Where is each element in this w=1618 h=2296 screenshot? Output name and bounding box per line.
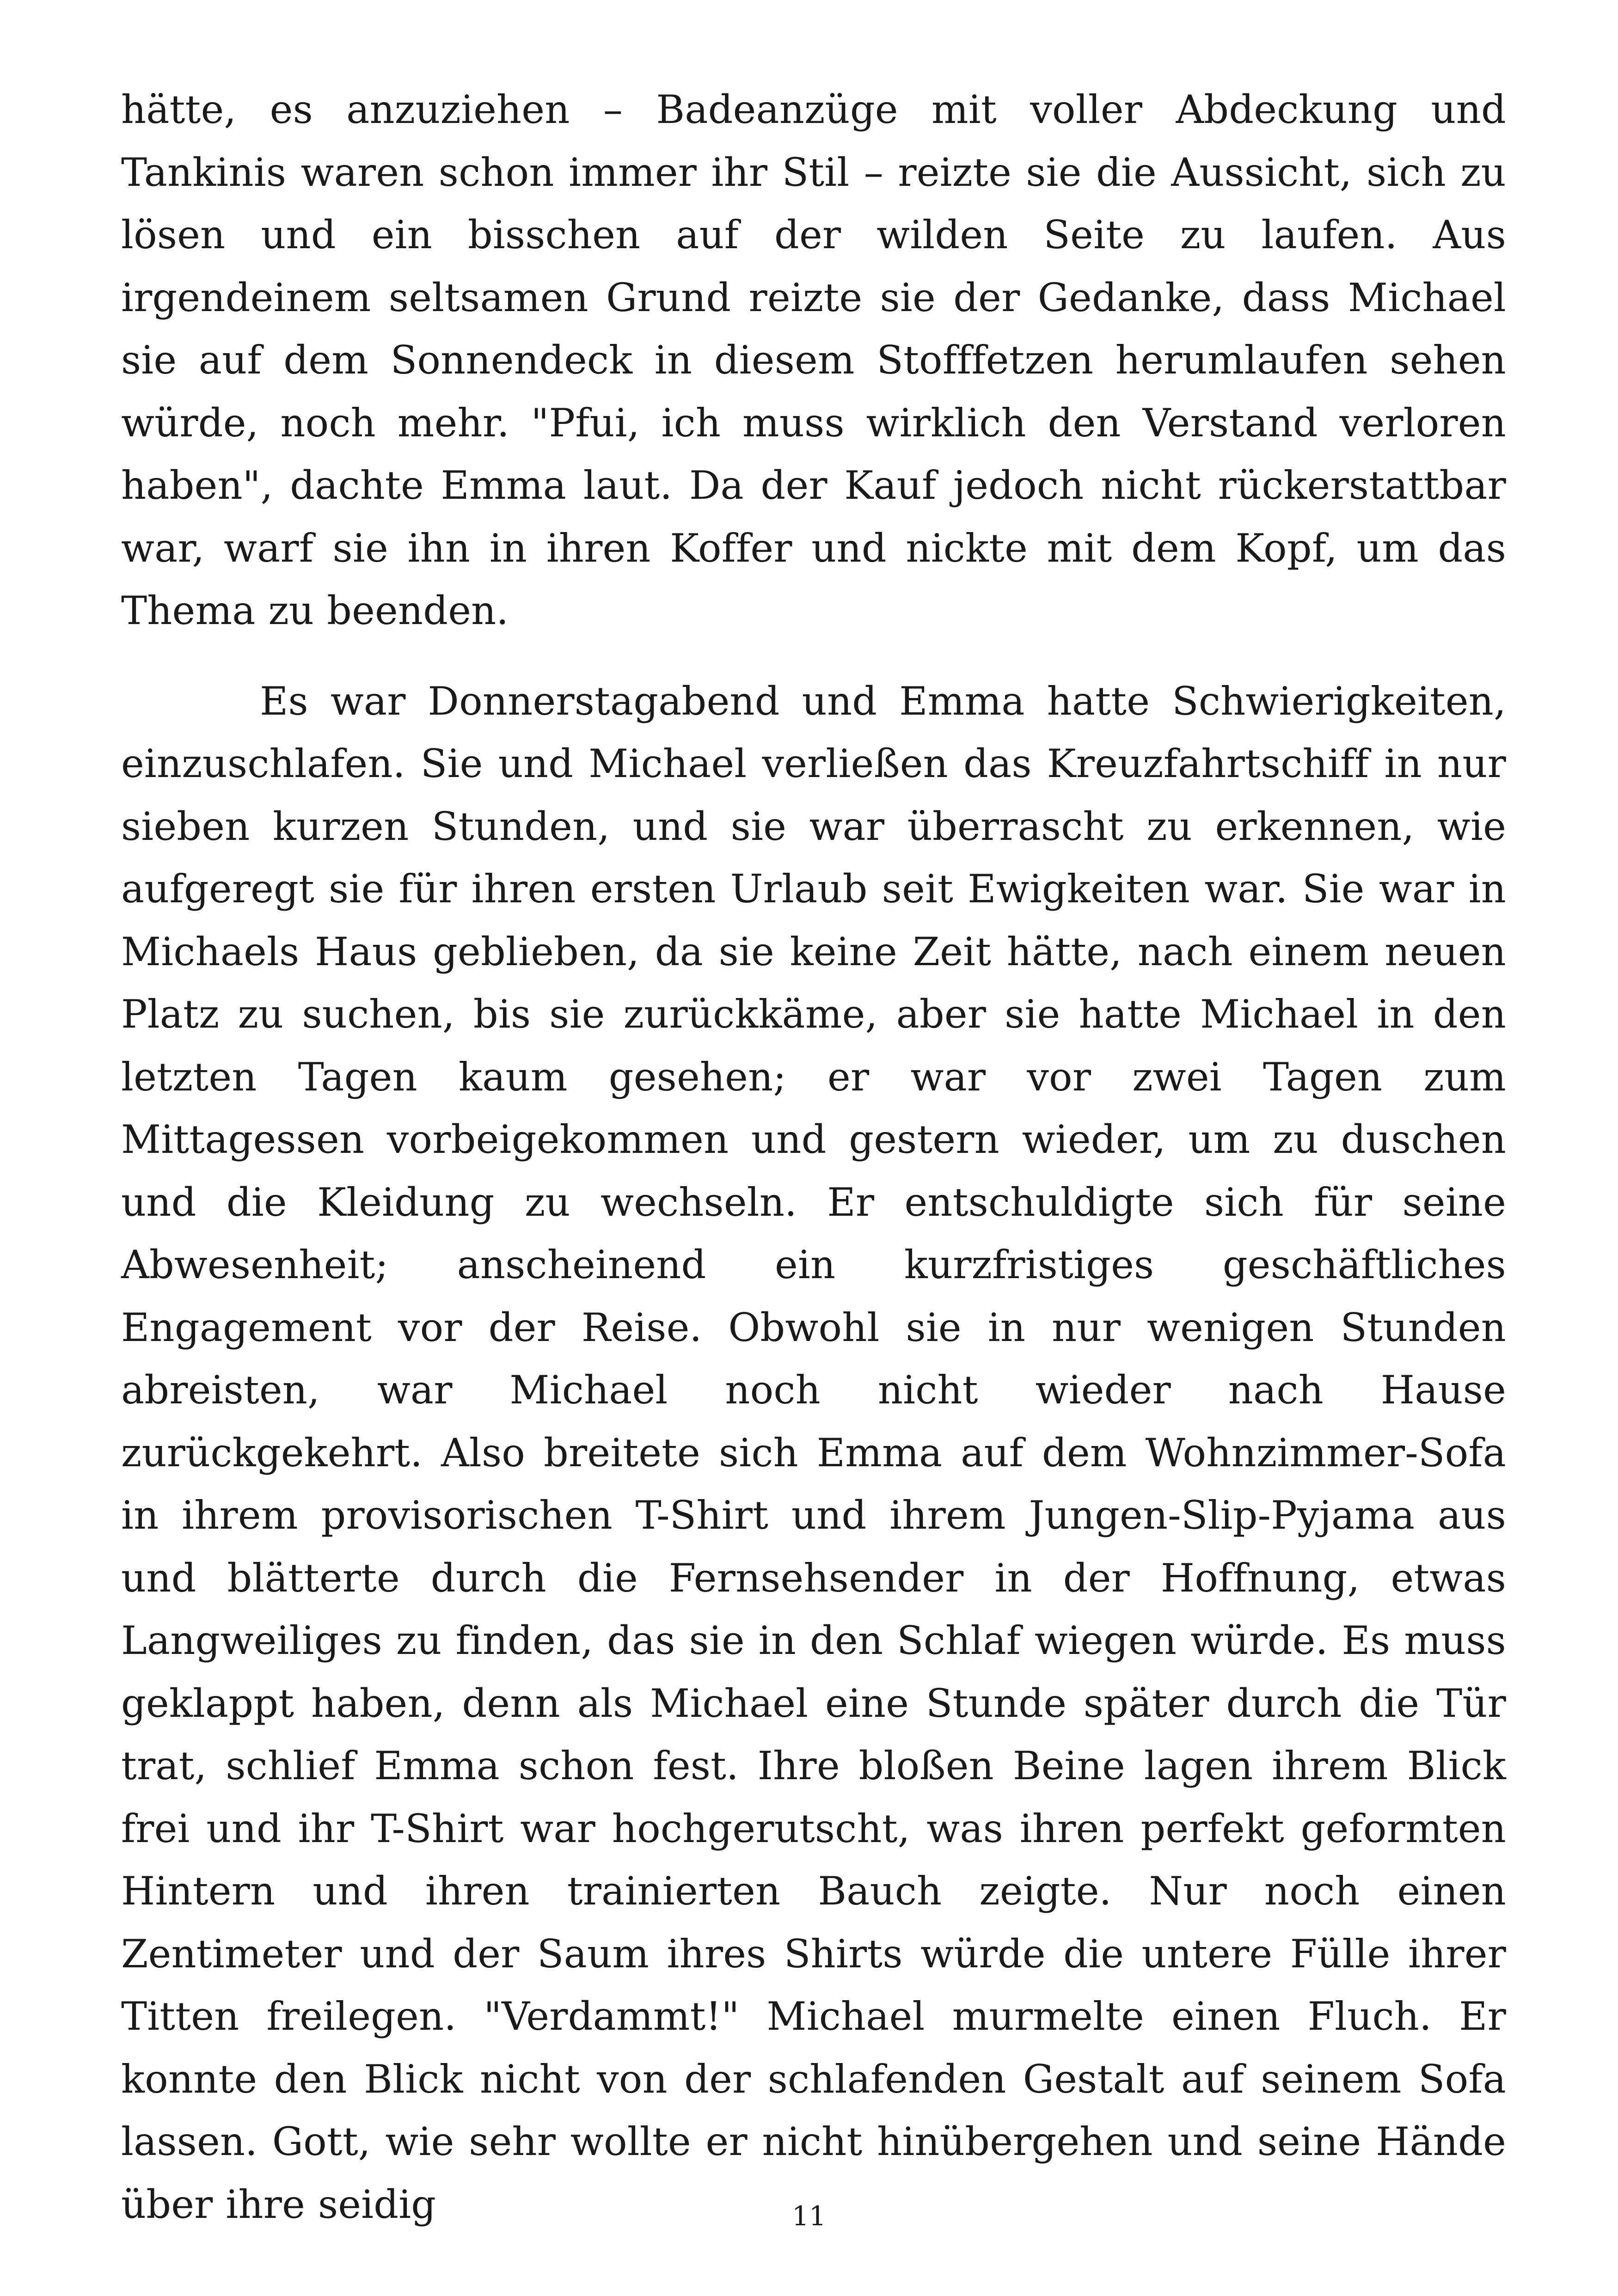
paragraph-2: Es war Donnerstagabend und Emma hatte Schwierigkeiten, einzuschlafen. Sie und Michael verließen das Kreuzfahrtschiff in nur sieben kurzen Stunden, und sie war überrascht zu erkennen, wie aufgeregt sie für ihren ersten Urlaub seit Ewigkeiten war. Sie war in Michaels Haus geblieben, da sie keine Zeit hätte, nach einem neuen Platz zu suchen, bis sie zurückkäme, aber sie hatte Michael in den letzten Tagen kaum gesehen; er war vor zwei Tagen zum Mittagessen vorbeigekommen und gestern wieder, um zu duschen und die Kleidung zu wechseln. Er entschuldigte sich für seine Abwesenheit; anscheinend ein kurzfristiges geschäftliches Engagement vor der Reise. Obwohl sie in nur wenigen Stunden abreisten, war Michael noch nicht wieder nach Hause zurückgekehrt. Also breitete sich Emma auf dem Wohnzimmer-Sofa in ihrem provisorischen T-Shirt und ihrem Jungen-Slip-Pyjama aus und blätterte durch die Fernsehsender in der Hoffnung, etwas Langweiliges zu finden, das sie in den Schlaf wiegen würde. Es muss geklappt haben, denn als Michael eine Stunde später durch die Tür trat, schlief Emma schon fest. Ihre bloßen Beine lagen ihrem Blick frei und ihr T-Shirt war hochgerutscht, was ihren perfekt geformten Hintern und ihren trainierten Bauch zeigte. Nur noch einen Zentimeter und der Saum ihres Shirts würde die untere Fülle ihrer Titten freilegen. "Verdammt!" Michael murmelte einen Fluch. Er konnte den Blick nicht von der schlafenden Gestalt auf seinem Sofa lassen. Gott, wie sehr wollte er nicht hinübergehen und seine Hände über ihre seidig [121,678,1506,2227]
page-body [121,79,1506,2236]
page-number: 11 [792,2200,826,2232]
paragraph-1: hätte, es anzuziehen – Badeanzüge mit voller Abdeckung und Tankinis waren schon immer ihr Stil – reizte sie die Aussicht, sich zu lösen und ein bisschen auf der wilden Seite zu laufen. Aus irgendeinem seltsamen Grund reizte sie der Gedanke, dass Michael sie auf dem Sonnendeck in diesem Stofffetzen herumlaufen sehen würde, noch mehr. "Pfui, ich muss wirklich den Verstand verloren haben", dachte Emma laut. Da der Kauf jedoch nicht rückerstattbar war, warf sie ihn in ihren Koffer und nickte mit dem Kopf, um das Thema zu beenden. [121,87,1506,633]
